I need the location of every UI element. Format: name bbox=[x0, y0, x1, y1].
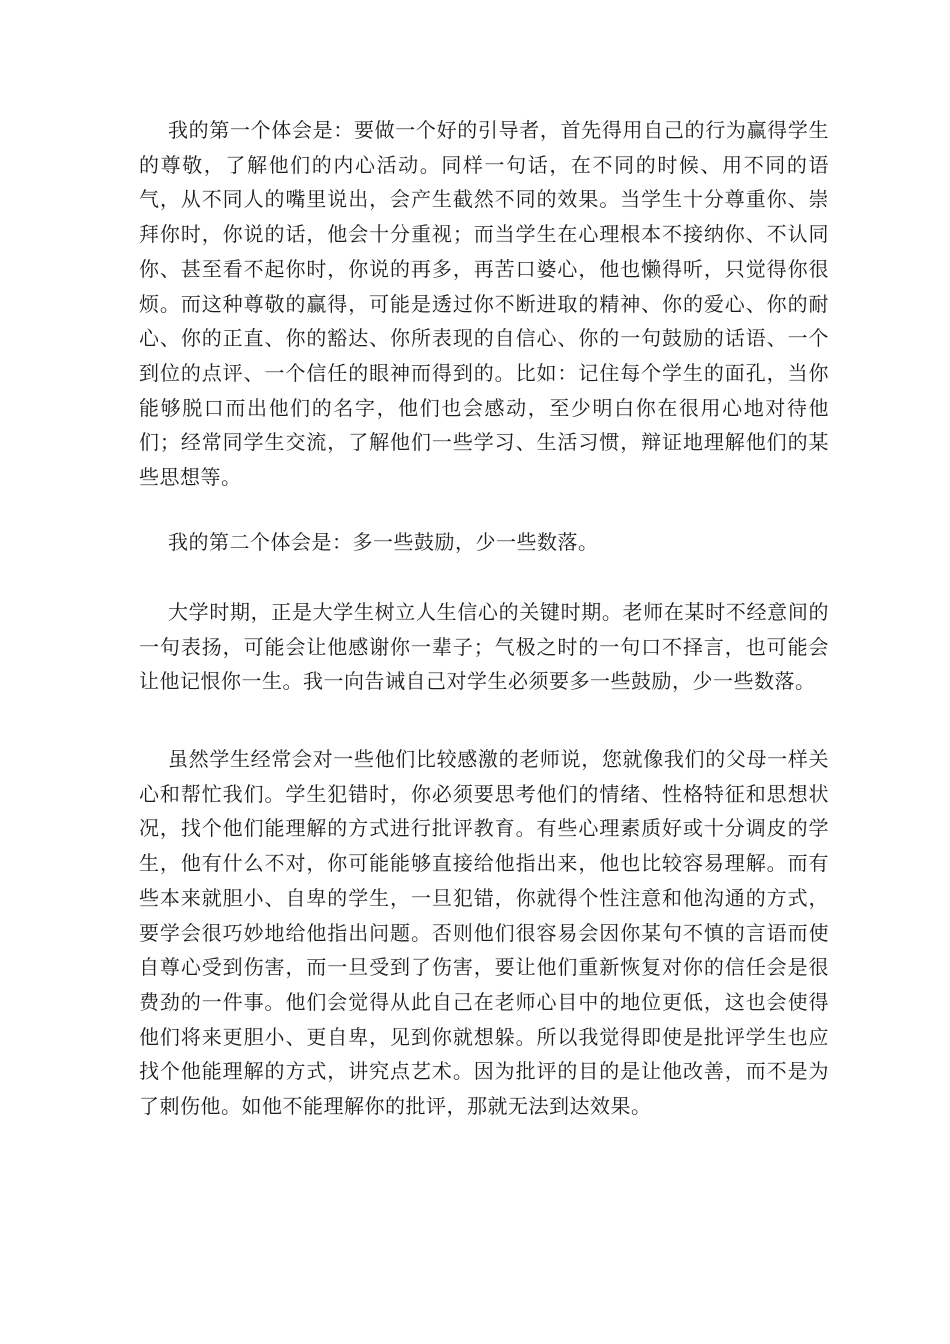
paragraph-second-insight: 我的第二个体会是：多一些鼓励，少一些数落。 bbox=[168, 530, 599, 554]
paragraph-first-insight: 我的第一个体会是：要做一个好的引导者，首先得用自己的行为赢得学生的尊敬，了解他们的内心活动。同样一句话，在不同的时候、用不同的语气，从不同人的嘴里说出，会产生截然不同的效果。当学生十分尊重你、崇拜你时，你说的话，他会十分重视；而当学生在心理根本不接纳你、不认同你、甚至看不起你时，你说的再多，再苦口婆心，他也懒得听，只觉得你很烦。而这种尊敬的赢得，可能是透过你不断进取的精神、你的爱心、你的耐心、你的正直、你的豁达、你所表现的自信心、你的一句鼓励的话语、一个到位的点评、一个信任的眼神而得到的。比如：记住每个学生的面孔，当你能够脱口而出他们的名字，他们也会感动，至少明白你在很用心地对待他们；经常同学生交流，了解他们一些学习、生活习惯，辩证地理解他们的某些思想等。 bbox=[139, 118, 829, 490]
paragraph-criticism-approach: 虽然学生经常会对一些他们比较感激的老师说，您就像我们的父母一样关心和帮忙我们。学生犯错时，你必须要思考他们的情绪、性格特征和思想状况，找个他们能理解的方式进行批评教育。有些心理素质好或十分调皮的学生，他有什么不对，你可能能够直接给他指出来，他也比较容易理解。而有些本来就胆小、自卑的学生，一旦犯错，你就得个性注意和他沟通的方式，要学会很巧妙地给他指出问题。否则他们很容易会因你某句不慎的言语而使自尊心受到伤害，而一旦受到了伤害，要让他们重新恢复对你的信任会是很费劲的一件事。他们会觉得从此自己在老师心目中的地位更低，这也会使得他们将来更胆小、更自卑，见到你就想躲。所以我觉得即使是批评学生也应找个他能理解的方式，讲究点艺术。因为批评的目的是让他改善，而不是为了刺伤他。如他不能理解你的批评，那就无法到达效果。 bbox=[139, 747, 829, 1119]
paragraph-college-period: 大学时期，正是大学生树立人生信心的关键时期。老师在某时不经意间的一句表扬，可能会让他感谢你一辈子；气极之时的一句口不择言，也可能会让他记恨你一生。我一向告诫自己对学生必须要多一些鼓励，少一些数落。 bbox=[139, 600, 829, 694]
